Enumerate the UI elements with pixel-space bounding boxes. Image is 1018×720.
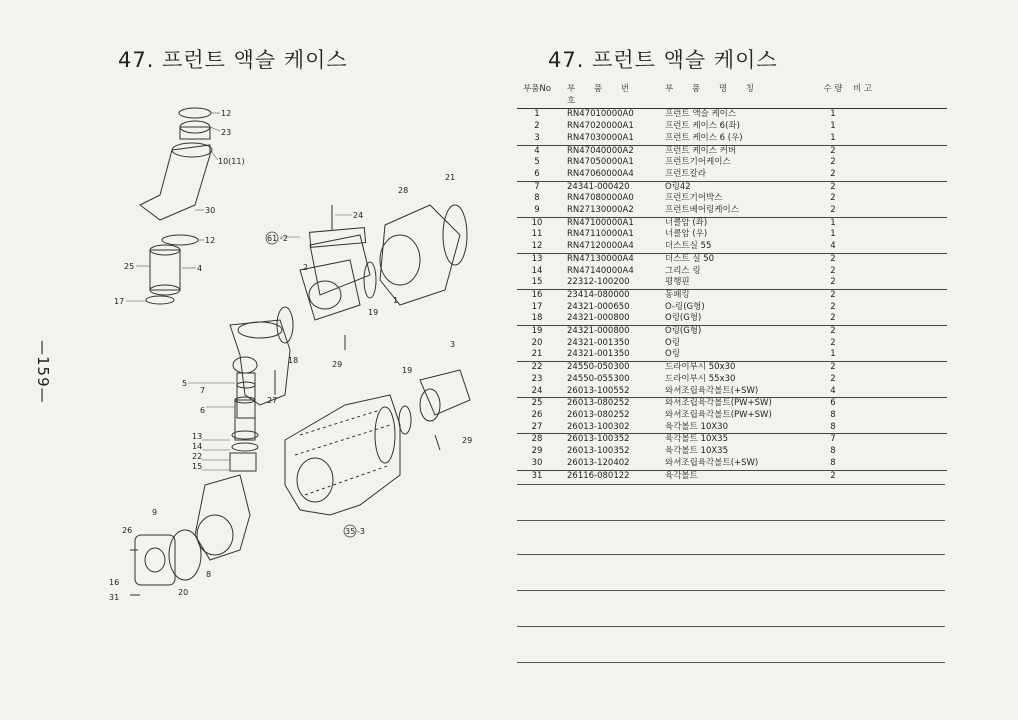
table-row <box>517 313 947 326</box>
part-number-cell: 26116-080122 <box>567 470 630 481</box>
table-row <box>517 349 947 362</box>
part-name-cell: 더스트 실 50 <box>665 253 715 264</box>
remarks-cell <box>853 182 947 194</box>
callout-12b: 12 <box>205 236 216 245</box>
callout-19a: 19 <box>368 308 379 317</box>
callout-61: 61 <box>267 234 278 243</box>
part-name-cell: 와셔조립육각볼트(+SW) <box>665 385 759 396</box>
callout-18: 18 <box>288 356 299 365</box>
remarks-cell <box>853 302 947 314</box>
callout-23: 23 <box>221 128 232 137</box>
table-row <box>517 422 947 435</box>
part-name-cell: 그리스 링 <box>665 265 701 276</box>
page-title-right: 47. 프런트 액슬 케이스 <box>548 48 778 72</box>
remarks-cell <box>853 109 947 121</box>
part-number-cell: 24550-055300 <box>567 373 630 384</box>
remarks-cell <box>853 266 947 278</box>
qty-cell: 2 <box>830 362 836 373</box>
part-name-cell: O링 <box>665 337 680 348</box>
qty-cell: 8 <box>830 446 836 457</box>
part-number-cell: RN47030000A1 <box>567 132 634 143</box>
callout-10: 10(11) <box>218 157 245 166</box>
part-number-cell: 24321-000800 <box>567 313 630 324</box>
exploded-parts-diagram <box>100 95 490 615</box>
table-row <box>517 157 947 169</box>
part-no-cell: 27 <box>531 421 543 432</box>
callout-1: 1 <box>393 296 399 305</box>
parts-table <box>517 84 947 482</box>
qty-cell: 2 <box>830 168 836 179</box>
callout-13: 13 <box>192 432 203 441</box>
table-row <box>517 229 947 241</box>
table-row <box>517 410 947 422</box>
part-no-cell: 10 <box>531 217 543 228</box>
part-name-cell: 프런트기어케이스 <box>665 157 731 168</box>
table-row <box>517 398 947 410</box>
part-number-cell: RN27130000A2 <box>567 205 634 216</box>
part-no-cell: 9 <box>534 205 540 216</box>
part-name-cell: 드라이부시 55x30 <box>665 373 736 384</box>
callout-17: 17 <box>114 297 125 306</box>
part-no-cell: 31 <box>531 470 543 481</box>
part-name-cell: O링 <box>665 349 680 360</box>
part-name-cell: 더스트실 55 <box>665 241 712 252</box>
part-no-cell: 28 <box>531 434 543 445</box>
part-number-cell: 26013-100552 <box>567 385 630 396</box>
part-name-cell: 와셔조립육각볼트(PW+SW) <box>665 409 772 420</box>
page-number: —159— <box>34 340 52 404</box>
oring-12-top <box>179 108 211 118</box>
qty-cell: 2 <box>830 145 836 156</box>
remarks-cell <box>853 410 947 422</box>
table-row <box>517 218 947 230</box>
table-row <box>517 266 947 278</box>
collar-4 <box>150 250 180 290</box>
table-row <box>517 254 947 266</box>
table-row <box>517 121 947 133</box>
remarks-cell <box>853 121 947 133</box>
header-remarks: 비 고 <box>853 84 873 94</box>
remarks-cell <box>853 133 947 145</box>
callout-4: 4 <box>197 264 203 273</box>
part-number-cell: 26013-080252 <box>567 409 630 420</box>
part-number-cell: 23414-080000 <box>567 289 630 300</box>
remarks-cell <box>853 471 947 483</box>
callout-22: 22 <box>192 452 203 461</box>
qty-cell: 8 <box>830 421 836 432</box>
qty-cell: 2 <box>830 277 836 288</box>
part-number-cell: RN47120000A4 <box>567 241 634 252</box>
remarks-cell <box>853 422 947 434</box>
qty-cell: 1 <box>830 229 836 240</box>
part-no-cell: 22 <box>531 362 543 373</box>
table-row <box>517 193 947 205</box>
qty-cell: 8 <box>830 409 836 420</box>
table-row <box>517 326 947 338</box>
qty-cell: 2 <box>830 265 836 276</box>
callout-6: 6 <box>200 406 206 415</box>
qty-cell: 2 <box>830 289 836 300</box>
remarks-cell <box>853 169 947 181</box>
front-gear-case <box>300 260 360 320</box>
callout-12a: 12 <box>221 109 232 118</box>
part-number-cell: 24341-000420 <box>567 181 630 192</box>
part-no-cell: 14 <box>531 265 543 276</box>
part-name-cell: 드라이부시 50x30 <box>665 362 736 373</box>
part-name-cell: 와셔조립육각볼트(+SW) <box>665 457 759 468</box>
part-no-cell: 12 <box>531 241 543 252</box>
qty-cell: 8 <box>830 457 836 468</box>
callout-2: 2 <box>303 263 309 272</box>
callout-20: 20 <box>178 588 189 597</box>
table-row <box>517 205 947 218</box>
table-row <box>517 386 947 399</box>
qty-cell: 4 <box>830 385 836 396</box>
part-number-cell: 24321-000650 <box>567 301 630 312</box>
table-row <box>517 169 947 182</box>
part-number-cell: RN47140000A4 <box>567 265 634 276</box>
part-number-cell: RN47110000A1 <box>567 229 634 240</box>
callout-3: 3 <box>450 340 456 349</box>
part-name-cell: 평행핀 <box>665 277 690 288</box>
part-no-cell: 17 <box>531 301 543 312</box>
part-name-cell: 육각볼트 10X35 <box>665 434 729 445</box>
header-qty: 수 량 <box>823 84 843 94</box>
qty-cell: 2 <box>830 470 836 481</box>
front-case-3 <box>420 370 470 415</box>
callout-35: 35 <box>345 527 356 536</box>
part-number-cell: RN47050000A1 <box>567 157 634 168</box>
remarks-cell <box>853 157 947 169</box>
part-no-cell: 26 <box>531 409 543 420</box>
part-name-cell: 와셔조립육각볼트(PW+SW) <box>665 398 772 409</box>
table-row <box>517 471 947 483</box>
qty-cell: 2 <box>830 337 836 348</box>
callout-8: 8 <box>206 570 212 579</box>
part-number-cell: 26013-100352 <box>567 446 630 457</box>
remarks-cell <box>853 458 947 470</box>
callout-29a: 29 <box>332 360 343 369</box>
table-row <box>517 446 947 458</box>
qty-cell: 1 <box>830 217 836 228</box>
page-title-left: 47. 프런트 액슬 케이스 <box>118 48 348 72</box>
part-no-cell: 4 <box>534 145 540 156</box>
part-name-cell: 프런트 케이스 6 (우) <box>665 132 743 143</box>
qty-cell: 7 <box>830 434 836 445</box>
part-no-cell: 1 <box>534 109 540 120</box>
part-no-cell: 29 <box>531 446 543 457</box>
qty-cell: 2 <box>830 157 836 168</box>
part-no-cell: 21 <box>531 349 543 360</box>
table-row <box>517 338 947 350</box>
part-number-cell: 24550-050300 <box>567 362 630 373</box>
qty-cell: 2 <box>830 181 836 192</box>
part-number-cell: RN47130000A4 <box>567 253 634 264</box>
remarks-cell <box>853 229 947 241</box>
part-number-cell: RN47060000A4 <box>567 168 634 179</box>
table-row <box>517 182 947 194</box>
remarks-cell <box>853 218 947 230</box>
part-no-cell: 23 <box>531 373 543 384</box>
callout-26: 26 <box>122 526 133 535</box>
qty-cell: 1 <box>830 349 836 360</box>
part-number-cell: 26013-080252 <box>567 398 630 409</box>
callout-28: 28 <box>398 186 409 195</box>
part-name-cell: O링(G형) <box>665 313 702 324</box>
remarks-cell <box>853 193 947 205</box>
remarks-cell <box>853 386 947 398</box>
part-name-cell: 너클암 (우) <box>665 229 708 240</box>
part-no-cell: 16 <box>531 289 543 300</box>
part-number-cell: RN47080000A0 <box>567 193 634 204</box>
part-number-cell: 24321-000800 <box>567 326 630 337</box>
remarks-cell <box>853 146 947 158</box>
part-number-cell: RN47100000A1 <box>567 217 634 228</box>
table-row <box>517 458 947 471</box>
remarks-cell <box>853 434 947 446</box>
remarks-cell <box>853 277 947 289</box>
part-no-cell: 13 <box>531 253 543 264</box>
part-number-cell: RN47010000A0 <box>567 109 634 120</box>
remarks-cell <box>853 290 947 302</box>
table-row <box>517 290 947 302</box>
part-number-cell: 26013-120402 <box>567 457 630 468</box>
part-no-cell: 20 <box>531 337 543 348</box>
callout-61-suffix: -2 <box>280 234 288 243</box>
qty-cell: 2 <box>830 373 836 384</box>
table-row <box>517 146 947 158</box>
part-name-cell: 프런트 케이스 6(좌) <box>665 121 740 132</box>
part-no-cell: 11 <box>531 229 543 240</box>
qty-cell: 2 <box>830 253 836 264</box>
part-no-cell: 7 <box>534 181 540 192</box>
part-name-cell: 동패킹 <box>665 289 690 300</box>
part-name-cell: 육각볼트 <box>665 470 698 481</box>
front-axle-case-large <box>285 395 400 515</box>
qty-cell: 1 <box>830 121 836 132</box>
callout-27: 27 <box>267 396 278 405</box>
part-number-cell: 24321-001350 <box>567 349 630 360</box>
gear-box-cover <box>310 235 370 295</box>
table-row <box>517 374 947 386</box>
remarks-cell <box>853 326 947 338</box>
table-row <box>517 133 947 146</box>
callout-5: 5 <box>182 379 188 388</box>
table-row <box>517 434 947 446</box>
table-row <box>517 362 947 374</box>
part-no-cell: 6 <box>534 168 540 179</box>
part-number-cell: 26013-100352 <box>567 434 630 445</box>
table-row <box>517 277 947 290</box>
part-name-cell: 육각볼트 10X30 <box>665 421 729 432</box>
part-name-cell: 프런트기어박스 <box>665 193 723 204</box>
part-name-cell: 프런트칼라 <box>665 168 707 179</box>
callout-30: 30 <box>205 206 216 215</box>
callout-15: 15 <box>192 462 203 471</box>
part-name-cell: 프런트베어링케이스 <box>665 205 739 216</box>
part-no-cell: 2 <box>534 121 540 132</box>
part-name-cell: O링42 <box>665 181 691 192</box>
qty-cell: 2 <box>830 301 836 312</box>
remarks-cell <box>853 205 947 217</box>
part-no-cell: 3 <box>534 132 540 143</box>
remarks-cell <box>853 349 947 361</box>
part-no-cell: 25 <box>531 398 543 409</box>
part-number-cell: 24321-001350 <box>567 337 630 348</box>
part-name-cell: 너클암 (좌) <box>665 217 708 228</box>
part-name-cell: O-링(G형) <box>665 301 705 312</box>
part-no-cell: 8 <box>534 193 540 204</box>
callout-7: 7 <box>200 386 206 395</box>
table-header <box>517 84 947 109</box>
qty-cell: 1 <box>830 109 836 120</box>
qty-cell: 2 <box>830 205 836 216</box>
callout-19b: 19 <box>402 366 413 375</box>
part-no-cell: 15 <box>531 277 543 288</box>
part-name-cell: O링(G형) <box>665 326 702 337</box>
qty-cell: 2 <box>830 326 836 337</box>
part-no-cell: 30 <box>531 457 543 468</box>
qty-cell: 2 <box>830 313 836 324</box>
header-part-number: 부 품 번 호 <box>567 84 638 106</box>
remarks-cell <box>853 241 947 253</box>
part-name-cell: 프런트 케이스 커버 <box>665 145 737 156</box>
table-row <box>517 109 947 121</box>
remarks-cell <box>853 313 947 325</box>
callout-25: 25 <box>124 262 135 271</box>
callout-16: 16 <box>109 578 120 587</box>
callout-35-suffix: -3 <box>357 527 365 536</box>
table-row <box>517 302 947 314</box>
callout-31: 31 <box>109 593 120 602</box>
callout-9: 9 <box>152 508 158 517</box>
header-no: 부품No <box>523 84 551 94</box>
part-no-cell: 19 <box>531 326 543 337</box>
part-number-cell: 26013-100302 <box>567 421 630 432</box>
table-body <box>517 109 947 482</box>
part-name-cell: 육각볼트 10X35 <box>665 446 729 457</box>
remarks-cell <box>853 374 947 386</box>
remarks-cell <box>853 338 947 350</box>
header-name: 부 품 명 칭 <box>665 84 762 94</box>
remarks-cell <box>853 362 947 374</box>
qty-cell: 6 <box>830 398 836 409</box>
part-number-cell: 22312-100200 <box>567 277 630 288</box>
table-row <box>517 241 947 254</box>
callout-21: 21 <box>445 173 456 182</box>
callout-29b: 29 <box>462 436 473 445</box>
part-no-cell: 24 <box>531 385 543 396</box>
part-no-cell: 5 <box>534 157 540 168</box>
remarks-cell <box>853 254 947 266</box>
front-gear-box-8 <box>195 475 250 560</box>
callout-24: 24 <box>353 211 364 220</box>
part-number-cell: RN47040000A2 <box>567 145 634 156</box>
callout-14: 14 <box>192 442 203 451</box>
remarks-cell <box>853 446 947 458</box>
part-no-cell: 18 <box>531 313 543 324</box>
qty-cell: 4 <box>830 241 836 252</box>
qty-cell: 2 <box>830 193 836 204</box>
remarks-cell <box>853 398 947 410</box>
part-number-cell: RN47020000A1 <box>567 121 634 132</box>
part-name-cell: 프런트 액슬 케이스 <box>665 109 737 120</box>
qty-cell: 1 <box>830 132 836 143</box>
